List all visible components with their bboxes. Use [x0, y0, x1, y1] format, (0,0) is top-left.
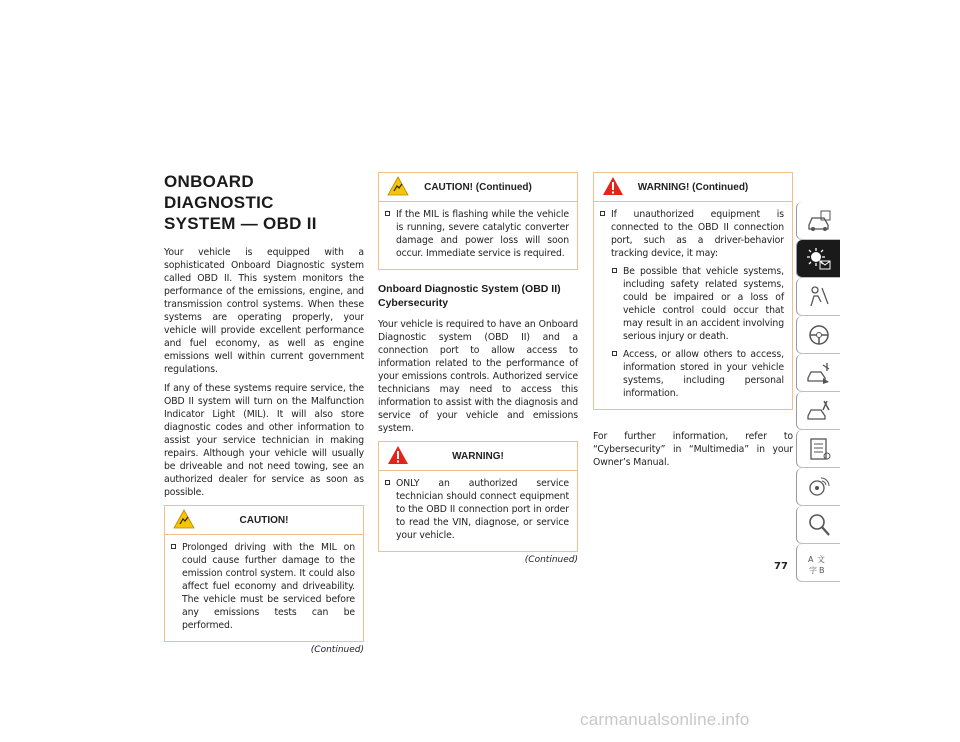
- continued-label: (Continued): [310, 645, 364, 655]
- safety-airbag-icon: [805, 284, 833, 310]
- car-crash-icon: [805, 360, 833, 386]
- dashboard-lights-icon: [805, 246, 833, 272]
- car-service-wrench-icon: [805, 398, 833, 424]
- tab-safety[interactable]: [796, 278, 840, 316]
- section-title-line1: ONBOARD DIAGNOSTIC: [164, 172, 274, 212]
- page-number: 77: [774, 561, 788, 572]
- warning-exclamation-icon: [387, 445, 409, 465]
- warning-subitem: Be possible that vehicle systems, including safety related systems, could be impaired or a loss of vehicle control could occur that may result in an accident involving serious injury or death.: [612, 265, 784, 343]
- intro-paragraph: Your vehicle is equipped with a sophisticated Onboard Diagnostic system called OBD II. This system monitors the performance of the emissions, engine, and transmission control systems. When these systems are operating properly, your vehicle will provide excellent performance and fuel economy, as well as engine emissions well within current government regulations.: [164, 247, 364, 375]
- checkbox-bullet-icon: [385, 480, 390, 485]
- svg-text:B: B: [818, 565, 824, 575]
- cybersecurity-paragraph: Your vehicle is required to have an Onboard Diagnostic system (OBD II) and a connection port to allow access to information related to the performance of your emissions controls. Authorized service technicians may need to access this information to assist with the diagnosis and service of your vehicle and emissions system.: [378, 319, 578, 434]
- warning-subitem: Access, or allow others to access, information stored in your vehicle systems, including personal information.: [612, 348, 784, 400]
- watermark: carmanualsonline.info: [580, 710, 750, 729]
- tab-index[interactable]: [796, 506, 840, 544]
- tab-technical-specifications[interactable]: [796, 430, 840, 468]
- svg-text:文: 文: [816, 554, 825, 564]
- column-3: [593, 168, 793, 475]
- caution-heading: CAUTION!: [239, 514, 289, 526]
- caution-continued-box: [378, 172, 578, 270]
- tab-multimedia[interactable]: [796, 468, 840, 506]
- svg-text:A: A: [807, 554, 813, 564]
- warning-triangle-icon: [387, 176, 409, 196]
- search-index-icon: [805, 512, 833, 538]
- checkbox-bullet-icon: [612, 351, 617, 356]
- chapter-tabs: [796, 202, 842, 582]
- cybersecurity-heading: Onboard Diagnostic System (OBD II) Cybersecurity: [378, 283, 561, 309]
- further-info-paragraph: For further information, refer to “Cybersecurity” in “Multimedia” in your Owner’s Manual.: [593, 431, 793, 468]
- warning-box-header: [379, 442, 577, 471]
- checkbox-bullet-icon: [385, 211, 390, 216]
- column-1: [164, 168, 364, 655]
- caution-continued-item: If the MIL is flashing while the vehicle is running, severe catalytic converter damage and power loss will soon occur. Immediate service is required.: [385, 208, 569, 260]
- warning-continued-heading: WARNING! (Continued): [637, 181, 749, 193]
- mil-paragraph: If any of these systems require service, the OBD II system will turn on the Malfunction Indicator Light (MIL). It will also store diagnostic codes and other information to assist your service technician in making repairs. Although your vehicle will usually be driveable and not need towing, see an authorized dealer for service as soon as possible.: [164, 383, 364, 498]
- checklist-icon: [805, 436, 833, 462]
- warning-continued-item: If unauthorized equipment is connected to the OBD II connection port, such as a driver-behavior tracking device, it may:: [600, 208, 784, 260]
- column-2: [378, 168, 578, 565]
- steering-wheel-icon: [805, 322, 833, 348]
- tab-starting-operating[interactable]: [796, 316, 840, 354]
- svg-text:字: 字: [808, 565, 817, 575]
- warning-triangle-icon: [173, 509, 195, 529]
- warning-continued-box: [593, 172, 793, 410]
- warning-box: [378, 441, 578, 552]
- caution-box-header: [165, 506, 363, 535]
- warning-item: ONLY an authorized service technician should connect equipment to the OBD II connection port in order to read the VIN, diagnose, or service your vehicle.: [385, 477, 569, 542]
- caution-box: [164, 505, 364, 642]
- tab-servicing-maintenance[interactable]: [796, 392, 840, 430]
- caution-continued-header: [379, 173, 577, 202]
- continued-label: (Continued): [524, 555, 578, 565]
- warning-heading: WARNING!: [452, 450, 504, 462]
- section-title: [164, 171, 364, 234]
- multimedia-icon: [805, 474, 833, 500]
- checkbox-bullet-icon: [171, 544, 176, 549]
- language-icon: [805, 550, 833, 576]
- tab-instrument-panel[interactable]: [796, 240, 840, 278]
- caution-continued-heading: CAUTION! (Continued): [424, 181, 532, 193]
- warning-continued-header: [594, 173, 792, 202]
- warning-exclamation-icon: [602, 176, 624, 196]
- caution-item: Prolonged driving with the MIL on could cause further damage to the emission control system. It could also affect fuel economy and driveability. The vehicle must be serviced before any emissions tests can be performed.: [171, 541, 355, 632]
- tab-language[interactable]: [796, 544, 840, 582]
- checkbox-bullet-icon: [600, 211, 605, 216]
- tab-in-case-of-emergency[interactable]: [796, 354, 840, 392]
- section-title-line2: SYSTEM — OBD II: [164, 214, 317, 233]
- checkbox-bullet-icon: [612, 268, 617, 273]
- car-info-icon: [805, 208, 833, 234]
- tab-getting-to-know-vehicle[interactable]: [796, 202, 840, 240]
